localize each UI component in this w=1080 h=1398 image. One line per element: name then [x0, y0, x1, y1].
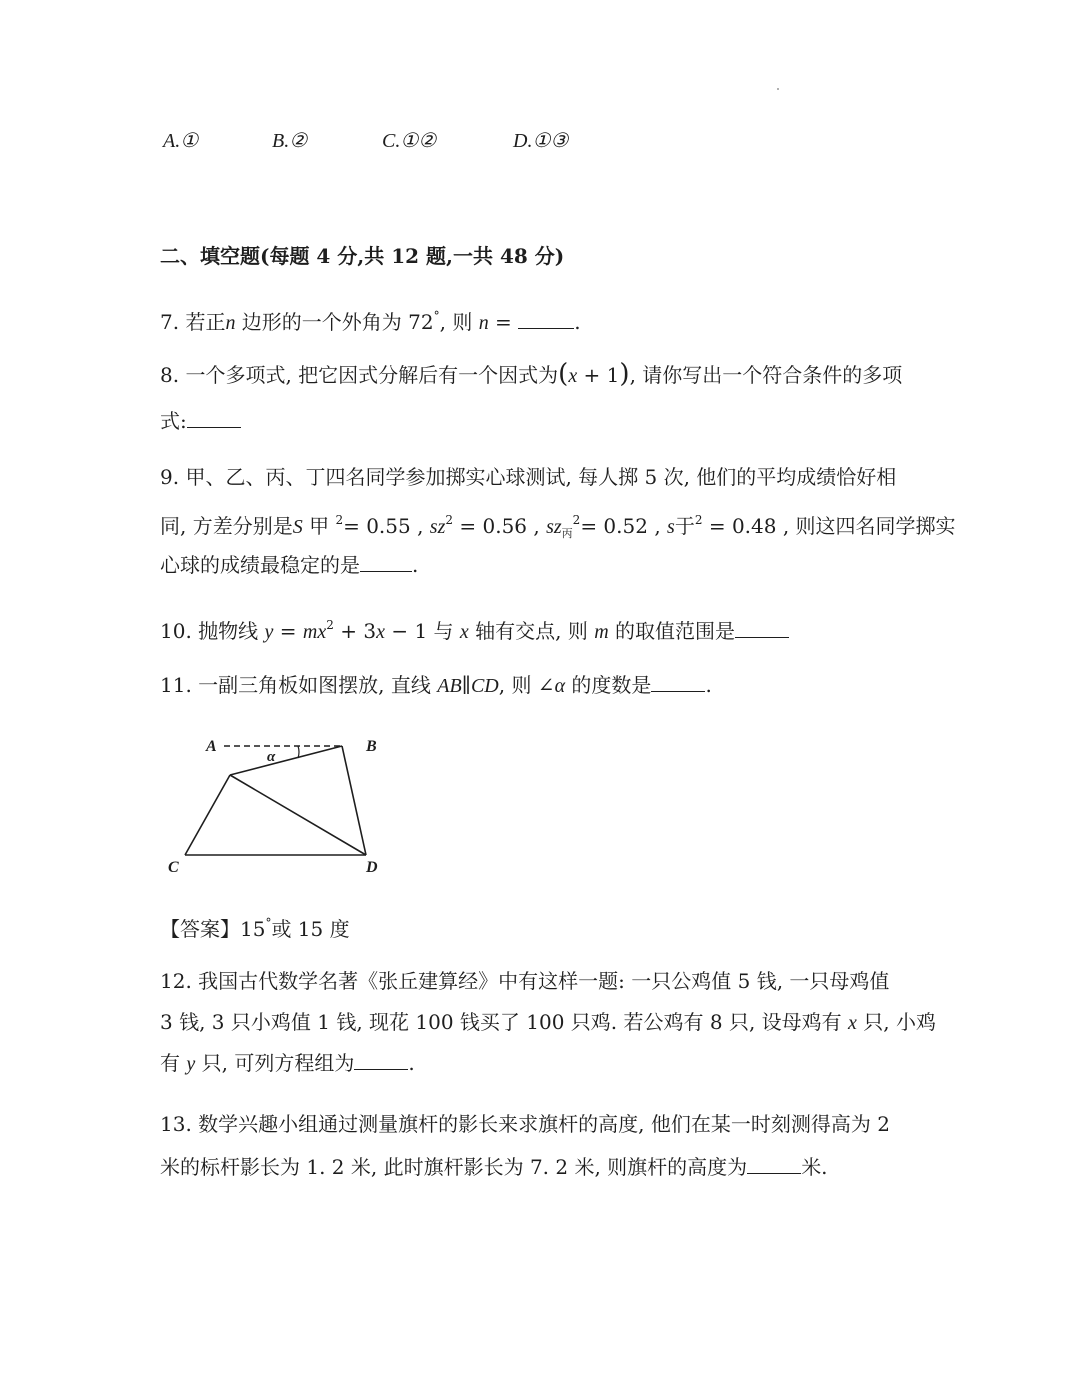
- question-9-line3: [160, 551, 418, 579]
- q12-var-x: x: [848, 1012, 857, 1034]
- answer-text: 或 15 度: [271, 917, 350, 941]
- q11-end: .: [705, 673, 712, 697]
- q12-blank[interactable]: [354, 1049, 408, 1070]
- answer-degree: °: [265, 916, 272, 930]
- question-12-line2: [160, 1008, 936, 1037]
- question-13-line2: [160, 1153, 828, 1181]
- q11-text: , 则 ∠: [498, 673, 555, 697]
- q8-text: 8. 一个多项式, 把它因式分解后有一个因式为: [160, 363, 559, 387]
- q11-blank[interactable]: [651, 671, 705, 692]
- q7-var-n: n: [225, 312, 236, 334]
- question-11: [160, 671, 712, 700]
- q10-square: 2: [326, 618, 334, 632]
- q12-end: .: [408, 1051, 415, 1075]
- label-a: A: [206, 738, 217, 755]
- q9-var-s: S: [292, 516, 303, 538]
- triangle-figure: [160, 730, 400, 884]
- q11-text: 11. 一副三角板如图摆放, 直线: [160, 673, 438, 697]
- q12-var-y: y: [186, 1053, 196, 1075]
- q13-blank[interactable]: [747, 1153, 801, 1174]
- q9-text: 同, 方差分别是: [160, 514, 293, 538]
- q12-text: 3 钱, 3 只小鸡值 1 钱, 现花 100 钱买了 100 只鸡. 若公鸡有 8 只, 设母鸡有: [160, 1010, 849, 1034]
- angle-arc: [298, 746, 299, 758]
- q9-square: 2: [445, 513, 454, 527]
- option-c: C.①②: [382, 130, 437, 152]
- q9-value-3: = 0.52 ,: [580, 514, 668, 538]
- q10-text: 轴有交点, 则: [468, 619, 595, 643]
- q11-alpha: α: [554, 675, 566, 697]
- q9-value-1: = 0.55 ,: [343, 514, 430, 538]
- q9-var-s: s: [667, 516, 675, 538]
- q12-text: 只, 小鸡: [856, 1010, 937, 1034]
- label-b: B: [366, 738, 377, 755]
- q10-text: − 1 与: [384, 619, 460, 643]
- q9-value-2: = 0.56 ,: [453, 514, 547, 538]
- segment-bd: [342, 746, 366, 855]
- q11-parallel: ∥: [461, 673, 471, 697]
- question-7: [160, 302, 581, 337]
- q8-factor: + 1: [577, 363, 620, 387]
- question-12-line3: [160, 1049, 415, 1078]
- q9-square: 2: [335, 513, 344, 527]
- q8-text: , 请你写出一个符合条件的多项: [629, 363, 903, 387]
- section-heading: 二、填空题(每题 4 分,共 12 题,一共 48 分): [160, 244, 565, 268]
- q9-value-4: = 0.48 , 则这四名同学掷实: [702, 514, 956, 538]
- q9-end: .: [412, 553, 419, 577]
- question-8: [160, 360, 902, 390]
- q7-var-n: n: [478, 312, 489, 334]
- q12-text: 只, 可列方程组为: [195, 1051, 355, 1075]
- question-9: 9. 甲、乙、丙、丁四名同学参加掷实心球测试, 每人掷 5 次, 他们的平均成绩恰好相: [160, 465, 897, 489]
- question-8-line2: [160, 407, 241, 435]
- question-10: [160, 611, 789, 646]
- label-d: D: [366, 859, 378, 876]
- speck: [777, 88, 779, 90]
- q9-var-sz: sz: [546, 516, 562, 538]
- answer-line: [160, 909, 350, 943]
- segment-eb: [230, 746, 342, 775]
- segment-ce: [185, 775, 230, 855]
- q7-end: .: [574, 310, 581, 334]
- q10-text: 的取值范围是: [608, 619, 736, 643]
- question-13: 13. 数学兴趣小组通过测量旗杆的影长来求旗杆的高度, 他们在某一时刻测得高为 2: [160, 1112, 890, 1136]
- q10-blank[interactable]: [735, 617, 789, 638]
- q10-var-x: x: [376, 621, 385, 643]
- answer-label: 【答案】: [160, 917, 240, 941]
- answer-value: 15: [240, 917, 266, 941]
- q8-paren-open: (: [558, 359, 569, 389]
- q7-text: 边形的一个外角为 72: [235, 310, 434, 334]
- q9-bing: 丙: [561, 527, 573, 540]
- q10-eq: =: [273, 619, 303, 643]
- option-d: D.①③: [513, 130, 569, 152]
- q11-line-cd: CD: [470, 675, 499, 697]
- q7-text: 7. 若正: [160, 310, 226, 334]
- q7-text: , 则: [439, 310, 479, 334]
- q9-text: 心球的成绩最稳定的是: [160, 553, 360, 577]
- q11-text: 的度数是: [565, 673, 652, 697]
- segment-ed: [230, 775, 366, 855]
- option-b: B.②: [272, 130, 308, 152]
- q13-text: 米的标杆影长为 1. 2 米, 此时旗杆影长为 7. 2 米, 则旗杆的高度为: [160, 1155, 748, 1179]
- q8-paren-close: ): [619, 359, 630, 389]
- q10-var-m: m: [594, 621, 609, 643]
- q9-yu: 于: [674, 514, 695, 538]
- question-9-line2: [160, 506, 956, 548]
- q10-var-mx: mx: [302, 621, 327, 643]
- label-alpha: α: [267, 749, 276, 765]
- q7-blank[interactable]: [518, 308, 574, 329]
- q10-text: 10. 抛物线: [160, 619, 265, 643]
- q8-text: 式:: [160, 409, 187, 433]
- q9-var-sz: sz: [429, 516, 446, 538]
- label-c: C: [168, 859, 179, 876]
- triangle-diagram: [160, 730, 400, 880]
- q10-var-y: y: [264, 621, 274, 643]
- q12-text: 有: [160, 1051, 187, 1075]
- q10-text: + 3: [333, 619, 377, 643]
- question-12: 12. 我国古代数学名著《张丘建算经》中有这样一题: 一只公鸡值 5 钱, 一只母鸡值: [160, 969, 890, 993]
- q9-blank[interactable]: [360, 551, 412, 572]
- q9-square: 2: [694, 513, 703, 527]
- option-a: A.①: [163, 130, 199, 152]
- q8-blank[interactable]: [187, 407, 241, 428]
- q11-line-ab: AB: [437, 675, 462, 697]
- q13-end: 米.: [801, 1155, 828, 1179]
- q8-var-x: x: [568, 365, 578, 387]
- q10-var-x: x: [459, 621, 469, 643]
- q9-jia: 甲: [302, 514, 336, 538]
- q7-eq: =: [488, 310, 519, 334]
- q7-degree: °: [433, 309, 440, 323]
- q9-square: 2: [572, 513, 581, 527]
